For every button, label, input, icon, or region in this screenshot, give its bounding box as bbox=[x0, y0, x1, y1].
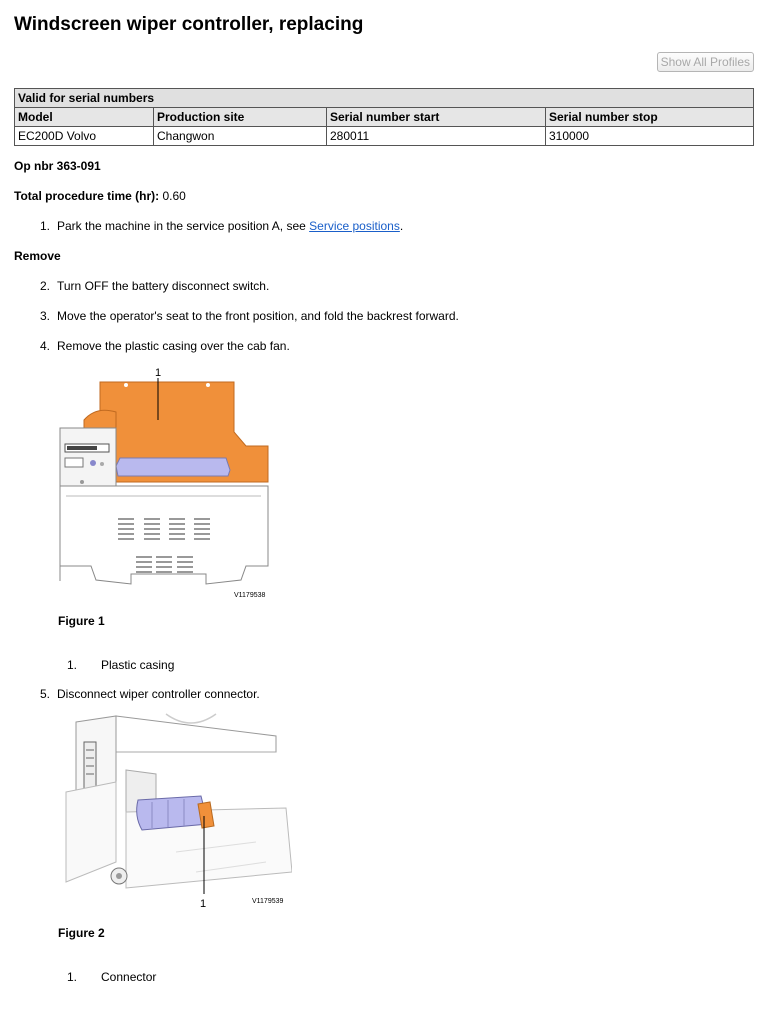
legend-text: Connector bbox=[101, 970, 157, 984]
serial-numbers-table bbox=[14, 88, 754, 146]
column-header-model: Model bbox=[15, 108, 154, 127]
page-title: Windscreen wiper controller, replacing bbox=[14, 14, 364, 35]
step-2 bbox=[40, 279, 269, 293]
column-header-serial-start: Serial number start bbox=[327, 108, 546, 127]
step-text: Move the operator's seat to the front position, and fold the backrest forward. bbox=[57, 309, 459, 323]
step-number: 1. bbox=[40, 219, 51, 233]
step-text: Park the machine in the service position A, see bbox=[57, 219, 310, 233]
figure-1-callout-number: 1 bbox=[155, 367, 162, 379]
figure-2-callout-number: 1 bbox=[200, 898, 207, 910]
figure-1-legend bbox=[67, 658, 174, 672]
figure-2-legend bbox=[67, 970, 156, 984]
cell-model: EC200D Volvo bbox=[15, 127, 154, 146]
figure-2-caption: Figure 2 bbox=[58, 926, 105, 940]
figure-2-code: V1179539 bbox=[252, 898, 284, 905]
show-all-profiles-button[interactable]: Show All Profiles bbox=[657, 52, 754, 72]
cell-production-site: Changwon bbox=[154, 127, 327, 146]
step-number: 5. bbox=[40, 687, 51, 701]
cell-serial-start: 280011 bbox=[327, 127, 546, 146]
step-text: Turn OFF the battery disconnect switch. bbox=[57, 279, 270, 293]
figure-1-illustration bbox=[56, 366, 272, 602]
section-remove-heading: Remove bbox=[14, 249, 61, 263]
legend-text: Plastic casing bbox=[101, 658, 175, 672]
step-number: 2. bbox=[40, 279, 51, 293]
figure-1-caption: Figure 1 bbox=[58, 614, 105, 628]
step-4 bbox=[40, 339, 290, 353]
column-header-serial-stop: Serial number stop bbox=[546, 108, 754, 127]
procedure-time-label: Total procedure time (hr): bbox=[14, 189, 160, 203]
step-text: Remove the plastic casing over the cab fan. bbox=[57, 339, 290, 353]
cell-serial-stop: 310000 bbox=[546, 127, 754, 146]
figure-2-illustration bbox=[56, 712, 292, 912]
procedure-time bbox=[14, 189, 186, 203]
step-3 bbox=[40, 309, 459, 323]
column-header-production-site: Production site bbox=[154, 108, 327, 127]
table-row bbox=[15, 127, 754, 146]
step-text-end: . bbox=[399, 219, 404, 233]
service-positions-link[interactable]: Service positions bbox=[309, 219, 400, 233]
step-text: Disconnect wiper controller connector. bbox=[57, 687, 260, 701]
step-1 bbox=[40, 219, 403, 233]
serial-table-heading: Valid for serial numbers bbox=[15, 89, 754, 108]
step-number: 3. bbox=[40, 309, 51, 323]
op-number: Op nbr 363-091 bbox=[14, 159, 101, 173]
step-number: 4. bbox=[40, 339, 51, 353]
step-5 bbox=[40, 687, 260, 701]
legend-number: 1. bbox=[67, 658, 78, 672]
procedure-time-value: 0.60 bbox=[162, 189, 186, 203]
legend-number: 1. bbox=[67, 970, 78, 984]
figure-1-code: V1179538 bbox=[234, 592, 266, 599]
